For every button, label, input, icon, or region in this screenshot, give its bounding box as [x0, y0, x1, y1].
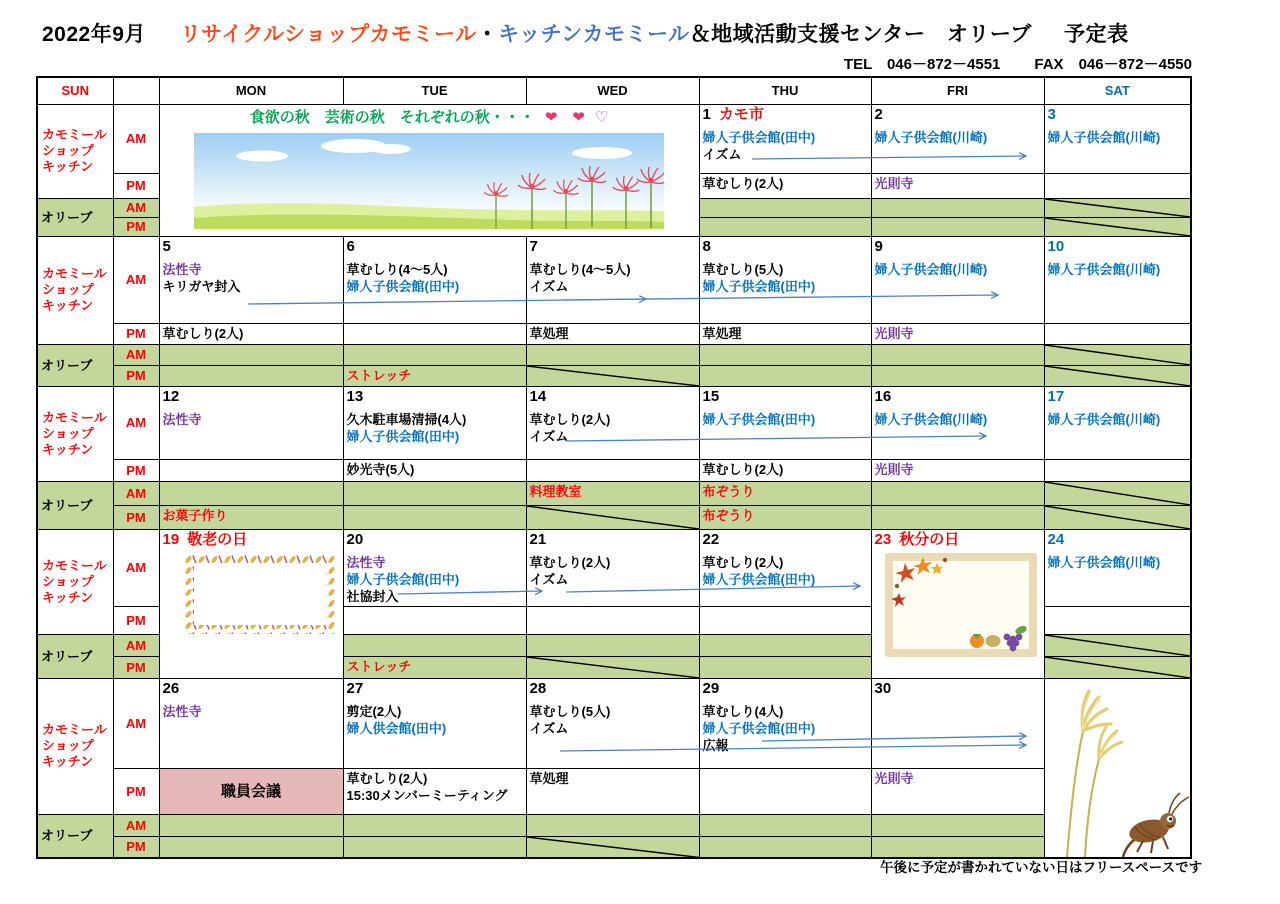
holiday-label: 敬老の日 [187, 530, 248, 548]
olive-pm-cell [699, 836, 871, 858]
olive-pm-cell [699, 656, 871, 678]
event-line: 法性寺 [346, 554, 386, 570]
event-line: 草処理 [529, 770, 569, 786]
event-line: 草むしり(4～5人) [529, 261, 631, 277]
event-line: 法性寺 [162, 703, 202, 719]
date-number: 17 [1047, 387, 1065, 405]
olive-pm-cell [871, 505, 1044, 529]
pm-label: PM [113, 323, 159, 344]
olive-am-cell [699, 634, 871, 656]
day-cell-7 [526, 236, 699, 323]
event-line: 草むしり(4～5人) [346, 261, 448, 277]
footer-note: 午後に予定が書かれていない日はフリースペースです [880, 860, 1203, 875]
pm-cell-3 [1044, 173, 1191, 198]
olive-label: オリーブ [37, 481, 113, 529]
event-line: イズム [529, 571, 569, 587]
olive-am-cell [526, 481, 699, 505]
olive-am-cell [159, 344, 343, 365]
olive-am-label: AM [113, 481, 159, 505]
olive-label: オリーブ [37, 634, 113, 678]
title-suffix: 予定表 [1064, 23, 1129, 46]
event-line: 草むしり(5人) [702, 261, 784, 277]
header-wed: WED [526, 77, 699, 104]
olive-am-cell-crossed [1044, 198, 1191, 217]
day-cell-15 [699, 386, 871, 459]
pm-cell-2 [871, 173, 1044, 198]
event-line: 15:30メンバーミーティング [346, 787, 508, 803]
pm-cell-29 [699, 768, 871, 814]
diagonal-line [527, 837, 699, 858]
diagonal-line [1045, 199, 1191, 217]
header-tue: TUE [343, 77, 526, 104]
pampas-grass-and-cricket-illustration [1045, 679, 1190, 857]
date-number: 14 [529, 387, 547, 405]
olive-am-cell [699, 344, 871, 365]
grain-frame-illustration [185, 554, 335, 634]
weekday-header-row [37, 77, 1191, 104]
day-cell-2 [871, 104, 1044, 173]
olive-am-cell [871, 344, 1044, 365]
event-line: 草むしり(2人) [702, 175, 784, 191]
fax-number: FAX 046－872－4550 [1034, 56, 1192, 73]
olive-pm-label: PM [113, 505, 159, 529]
event-line: 婦人子供会館(川崎) [874, 411, 988, 427]
event-line: 法性寺 [162, 411, 202, 427]
olive-am-cell [343, 814, 526, 836]
am-label: AM [113, 386, 159, 459]
diagonal-line [1045, 506, 1191, 529]
diagonal-line [527, 506, 699, 529]
date-number: 20 [346, 530, 364, 548]
olive-pm-cell [343, 365, 526, 386]
event-line: 草むしり(2人) [702, 554, 784, 570]
day-cell-29 [699, 678, 871, 768]
event-line: イズム [702, 146, 742, 162]
header-thu: THU [699, 77, 871, 104]
event-line: イズム [529, 720, 569, 736]
olive-am-cell [526, 634, 699, 656]
event-line: 婦人子供会館(川崎) [874, 261, 988, 277]
event-line: 職員会議 [220, 782, 281, 800]
event-line: 久木駐車場清掃(4人) [346, 411, 467, 427]
pm-cell-22 [699, 606, 871, 634]
olive-pm-label: PM [113, 656, 159, 678]
event-line: 婦人子供会館(田中) [346, 428, 460, 444]
week1-banner-cell [159, 104, 699, 236]
pm-cell-7 [526, 323, 699, 344]
contact-line [844, 53, 1192, 74]
olive-pm-cell-crossed [526, 656, 699, 678]
heart-outline-icon: ♡ [594, 108, 609, 126]
cricket-icon [1123, 793, 1189, 857]
event-line: 草むしり(2人) [529, 411, 611, 427]
date-number: 22 [702, 530, 720, 548]
olive-label: オリーブ [37, 344, 113, 386]
event-line: 婦人供会館(田中) [346, 720, 447, 736]
header-sun: SUN [37, 77, 113, 104]
olive-pm-cell-crossed [1044, 217, 1191, 236]
olive-pm-cell [159, 836, 343, 858]
facility-label: カモミール ショップ キッチン [37, 386, 113, 481]
day-cell-10 [1044, 236, 1191, 323]
event-line: お菓子作り [162, 507, 228, 523]
event-line: イズム [529, 278, 569, 294]
pm-cell-24 [1044, 606, 1191, 634]
olive-am-cell [699, 481, 871, 505]
olive-am-cell-crossed [1044, 344, 1191, 365]
date-number: 7 [529, 237, 538, 255]
event-line: 婦人子供会館(田中) [702, 411, 816, 427]
date-number: 26 [162, 679, 180, 697]
facility-label: カモミール ショップ キッチン [37, 104, 113, 198]
event-line: 社協封入 [346, 588, 399, 604]
date-number: 8 [702, 237, 711, 255]
pm-cell-28 [526, 768, 699, 814]
olive-pm-label: PM [113, 217, 159, 236]
event-line: 光則寺 [874, 461, 914, 477]
day-cell-12 [159, 386, 343, 459]
day-cell-16 [871, 386, 1044, 459]
event-line: 婦人子供会館(田中) [702, 129, 816, 145]
date-number: 12 [162, 387, 180, 405]
date-number: 29 [702, 679, 720, 697]
diagonal-line [1045, 366, 1191, 386]
week5-sat-illustration-cell [1044, 678, 1191, 858]
date-number: 23 [874, 530, 892, 548]
day-cell-9 [871, 236, 1044, 323]
autumn-field-illustration [194, 133, 664, 229]
olive-label: オリーブ [37, 198, 113, 236]
title-kitchen: キッチンカモミール [498, 23, 690, 46]
title-sep: ・ [476, 23, 499, 46]
day-cell-3 [1044, 104, 1191, 173]
event-line: 広報 [702, 737, 729, 753]
pm-cell-14 [526, 459, 699, 481]
olive-pm-cell-crossed [1044, 365, 1191, 386]
day-cell-8 [699, 236, 871, 323]
diagonal-line [1045, 635, 1191, 656]
olive-pm-cell-crossed [526, 365, 699, 386]
tel-number: TEL 046－872－4551 [843, 56, 1001, 73]
olive-am-cell [699, 814, 871, 836]
pm-cell-12 [159, 459, 343, 481]
event-line: 妙光寺(5人) [346, 461, 415, 477]
event-line: 婦人子供会館(田中) [702, 720, 816, 736]
date-number: 21 [529, 530, 547, 548]
olive-am-cell [343, 481, 526, 505]
event-line: 婦人子供会館(川崎) [1047, 411, 1161, 427]
header-blank [113, 77, 159, 104]
event-line: 光則寺 [874, 770, 914, 786]
title-shop: リサイクルショップカモミール [180, 23, 477, 46]
am-label: AM [113, 678, 159, 768]
olive-am-cell [159, 814, 343, 836]
am-label: AM [113, 104, 159, 173]
season-banner: 食欲の秋 芸術の秋 それぞれの秋・・・ ❤ ❤ ♡ [249, 108, 609, 126]
olive-am-label: AM [113, 634, 159, 656]
pm-label: PM [113, 173, 159, 198]
olive-pm-cell [343, 505, 526, 529]
date-number: 27 [346, 679, 364, 697]
event-line: 布ぞうり [702, 483, 755, 499]
date-number: 28 [529, 679, 547, 697]
pm-cell-27 [343, 768, 526, 814]
event-line: 草処理 [702, 325, 742, 341]
facility-label: カモミール ショップ キッチン [37, 236, 113, 344]
event-line: 布ぞうり [702, 507, 755, 523]
day-cell-28 [526, 678, 699, 768]
event-line: 料理教室 [529, 483, 582, 499]
holiday-label: 秋分の日 [899, 530, 960, 548]
date-number: 15 [702, 387, 720, 405]
day-cell-19-holiday [159, 529, 343, 678]
heart-icons: ❤ ❤ [544, 108, 585, 126]
day-cell-26 [159, 678, 343, 768]
olive-am-cell [526, 814, 699, 836]
olive-pm-cell [343, 656, 526, 678]
pm-cell-30 [871, 768, 1044, 814]
title-center: ＆地域活動支援センター オリーブ [689, 23, 1032, 46]
event-line: 草処理 [529, 325, 569, 341]
date-number: 24 [1047, 530, 1065, 548]
event-line: 光則寺 [874, 175, 914, 191]
olive-pm-cell [159, 365, 343, 386]
day-cell-30 [871, 678, 1044, 768]
olive-pm-cell-crossed [526, 505, 699, 529]
event-line: 婦人子供会館(田中) [702, 278, 816, 294]
pm-cell-17 [1044, 459, 1191, 481]
pm-cell-10 [1044, 323, 1191, 344]
pm-cell-6 [343, 323, 526, 344]
event-line: 草むしり(2人) [346, 770, 428, 786]
day-cell-23-holiday [871, 529, 1044, 678]
olive-pm-cell [343, 836, 526, 858]
event-line: 婦人子供会館(川崎) [874, 129, 988, 145]
date-number: 13 [346, 387, 364, 405]
olive-pm-cell-crossed [1044, 656, 1191, 678]
olive-am-cell [871, 814, 1044, 836]
day-cell-5 [159, 236, 343, 323]
pm-cell-8 [699, 323, 871, 344]
olive-am-cell [526, 344, 699, 365]
event-line: 婦人子供会館(川崎) [1047, 554, 1161, 570]
diagonal-line [1045, 345, 1191, 365]
event-line: 草むしり(4人) [702, 703, 784, 719]
event-line: 婦人子供会館(川崎) [1047, 261, 1161, 277]
olive-am-cell [871, 481, 1044, 505]
date-number: 30 [874, 679, 892, 697]
event-line: キリガヤ封入 [162, 278, 241, 294]
olive-pm-cell [871, 836, 1044, 858]
olive-pm-label: PM [113, 365, 159, 386]
pm-cell-15 [699, 459, 871, 481]
event-line: 法性寺 [162, 261, 202, 277]
diagonal-line [1045, 657, 1191, 678]
olive-am-cell [343, 344, 526, 365]
pm-label: PM [113, 768, 159, 814]
diagonal-line [1045, 482, 1191, 505]
olive-am-label: AM [113, 814, 159, 836]
pm-label: PM [113, 606, 159, 634]
event-line: 光則寺 [874, 325, 914, 341]
autumn-fruits-frame-illustration [885, 553, 1037, 657]
page-title [42, 18, 1129, 48]
title-month: 2022年9月 [42, 23, 146, 46]
date-number: 10 [1047, 237, 1065, 255]
date-number: 6 [346, 237, 355, 255]
event-line: ストレッチ [346, 367, 412, 383]
pm-cell-1 [699, 173, 871, 198]
header-fri: FRI [871, 77, 1044, 104]
pm-cell-16 [871, 459, 1044, 481]
event-line: イズム [529, 428, 569, 444]
olive-am-cell [871, 198, 1044, 217]
olive-am-cell [699, 198, 871, 217]
olive-label: オリーブ [37, 814, 113, 858]
header-mon: MON [159, 77, 343, 104]
pm-cell-5 [159, 323, 343, 344]
event-line: 草むしり(2人) [529, 554, 611, 570]
event-line: 草むしり(2人) [702, 461, 784, 477]
pm-cell-9 [871, 323, 1044, 344]
day-cell-27 [343, 678, 526, 768]
olive-am-label: AM [113, 198, 159, 217]
olive-am-label: AM [113, 344, 159, 365]
day-cell-24 [1044, 529, 1191, 606]
day-cell-22 [699, 529, 871, 606]
schedule-table [36, 76, 1192, 859]
event-line: 婦人子供会館(田中) [346, 571, 460, 587]
olive-am-cell-crossed [1044, 634, 1191, 656]
event-line: ストレッチ [346, 658, 412, 674]
date-number: 3 [1047, 105, 1056, 123]
olive-pm-cell [699, 217, 871, 236]
date-number: 1 [702, 105, 711, 123]
facility-label: カモミール ショップ キッチン [37, 529, 113, 634]
event-line: 婦人子供会館(川崎) [1047, 129, 1161, 145]
staff-meeting-cell [159, 768, 343, 814]
day-cell-6 [343, 236, 526, 323]
am-label: AM [113, 236, 159, 323]
olive-pm-cell-crossed [1044, 505, 1191, 529]
event-line: 婦人子供会館(田中) [346, 278, 460, 294]
date-number: 5 [162, 237, 171, 255]
olive-pm-label: PM [113, 836, 159, 858]
diagonal-line [1045, 218, 1191, 236]
day-cell-14 [526, 386, 699, 459]
date-number: 16 [874, 387, 892, 405]
event-line: 草むしり(5人) [529, 703, 611, 719]
olive-pm-cell [159, 505, 343, 529]
olive-pm-cell [699, 365, 871, 386]
olive-am-cell-crossed [1044, 481, 1191, 505]
pm-cell-13 [343, 459, 526, 481]
facility-label: カモミール ショップ キッチン [37, 678, 113, 814]
event-line: 婦人子供会館(田中) [702, 571, 816, 587]
pm-label: PM [113, 459, 159, 481]
date-number: 19 [162, 530, 180, 548]
am-label: AM [113, 529, 159, 606]
date-number: 2 [874, 105, 883, 123]
day-cell-1 [699, 104, 871, 173]
event-line: 草むしり(2人) [162, 325, 244, 341]
diagonal-line [527, 366, 699, 386]
olive-am-cell [159, 481, 343, 505]
olive-pm-cell [699, 505, 871, 529]
date-number: 9 [874, 237, 883, 255]
event-label: カモ市 [718, 105, 764, 123]
day-cell-20 [343, 529, 526, 606]
pm-cell-21 [526, 606, 699, 634]
header-sat: SAT [1044, 77, 1191, 104]
olive-pm-cell-crossed [526, 836, 699, 858]
day-cell-21 [526, 529, 699, 606]
olive-pm-cell [871, 365, 1044, 386]
olive-pm-cell [871, 217, 1044, 236]
day-cell-13 [343, 386, 526, 459]
pm-cell-20 [343, 606, 526, 634]
olive-am-cell [343, 634, 526, 656]
event-line: 剪定(2人) [346, 703, 402, 719]
diagonal-line [527, 657, 699, 678]
day-cell-17 [1044, 386, 1191, 459]
